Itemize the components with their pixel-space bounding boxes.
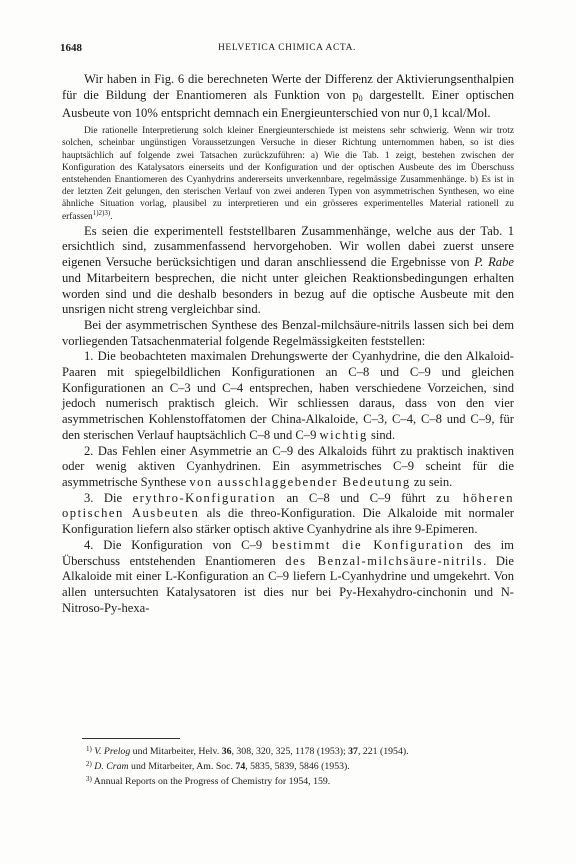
item4-text-a: 4. Die Konfiguration von C–9 bbox=[84, 537, 272, 552]
footnote-number: 2) bbox=[86, 760, 92, 768]
results-paragraph bbox=[62, 224, 514, 318]
intro-subscript: 0 bbox=[358, 93, 363, 103]
page-number: 1648 bbox=[60, 42, 82, 54]
intro-text-b: dargestellt. Einer optischen Ausbeute von 10% entspricht demnach ein Energieunterschied von nur 0,1 kcal/Mol. bbox=[62, 87, 515, 121]
footnote-text: , 5835, 5839, 5846 (1953). bbox=[245, 761, 350, 772]
footnote-3 bbox=[62, 773, 514, 788]
item3-emphasis-2: zu höheren optischen Ausbeuten bbox=[62, 490, 514, 521]
item3-emphasis-1: erythro-Konfiguration bbox=[132, 490, 276, 505]
item3-text-c: als die threo-Konfiguration. Die Alkaloide mit normaler Konfiguration liefern also stärker optisch aktive Cyanhydrine als ihre 9-Epimeren. bbox=[62, 506, 514, 537]
item2-emphasis: von ausschlaggebender Bedeutung bbox=[189, 474, 411, 489]
small-print-text: Die rationelle Interpretierung solch kleiner Energieunterschiede ist meistens sehr schwierig. Wenn wir trotz solchen, scheinbar ungünstigen Voraussetzungen Versuche in dieser Richtung unternommen haben, so ist dies hauptsächlich auf folgende zwei Tatsachen zurückzuführen: a) Wie die Tab. 1 zeigt, bestehen zwischen der Konfiguration des Katalysators einerseits und der Konfiguration und der optischen Ausbeute des im Überschuss entstehenden Enantiomeren des Cyanhydrins andererseits unverkennbare, regelmässige Zusammenhänge. b) Es ist in der letzten Zeit gelungen, den sterischen Verlauf von zwei anderen Typen von asymmetrischen Synthesen, wo eine ähnliche Situation vorlag, plausibel zu interpretieren und ein grösseres experimentelles Material rationell zu erfassen bbox=[62, 126, 514, 222]
intro-text-a: Wir haben in Fig. 6 die berechneten Werte der Differenz der Aktivierungsenthalpien für die Bildung der Enantiomeren als Funktion von p bbox=[62, 72, 514, 102]
item1-emphasis: wichtig bbox=[319, 427, 368, 442]
footnotes bbox=[62, 738, 514, 788]
small-print-end: . bbox=[110, 211, 113, 222]
footnote-2 bbox=[62, 758, 514, 773]
footnote-volume: 74 bbox=[235, 761, 246, 772]
regularities-intro: Bei der asymmetrischen Synthese des Benzal-milchsäure-nitrils lassen sich bei dem vorliegenden Tatsachenmaterial folgende Regelmässigkeiten feststellen: bbox=[62, 317, 514, 348]
item1-text-b: sind. bbox=[367, 427, 396, 442]
footnote-number: 1) bbox=[86, 745, 92, 753]
footnote-author: D. Cram bbox=[94, 761, 129, 772]
footnote-text: Annual Reports on the Progress of Chemistry for 1954, 159. bbox=[93, 776, 331, 787]
item1-text-a: 1. Die beobachteten maximalen Drehungswerte der Cyanhydrine, die den Alkaloid-Paaren mit spiegelbildlichen Konfigurationen an C–8 und C–9 und gleichen Konfigurationen an C–3 und C–4 entsprechen, haben verschiedene Vorzeichen, sind jedoch numerisch praktisch gleich. Wir schliessen daraus, dass von den vier asymmetrischen Kohlenstoffatomen der China-Alkaloide, C–3, C–4, C–8 und C–9, für den sterischen Verlauf hauptsächlich C–8 und C–9 bbox=[62, 349, 514, 442]
list-item-1 bbox=[62, 349, 514, 443]
author-name-rabe: P. Rabe bbox=[474, 255, 514, 270]
footnote-1 bbox=[62, 743, 514, 758]
running-header bbox=[60, 42, 514, 58]
small-print-paragraph bbox=[62, 125, 514, 223]
journal-title: HELVETICA CHIMICA ACTA. bbox=[217, 43, 357, 53]
item4-text-b: des im Überschuss entstehenden Enantiomeren bbox=[62, 537, 514, 568]
list-item-3 bbox=[62, 491, 514, 538]
item3-text-b: an C–8 und C–9 führt bbox=[276, 490, 437, 505]
footnote-divider bbox=[82, 738, 180, 739]
item4-emphasis-2: des Benzal-milchsäure-nitrils bbox=[285, 553, 484, 568]
small-print-refs: 1)2)3) bbox=[92, 208, 111, 217]
body-text bbox=[62, 72, 514, 616]
footnote-text: , 308, 320, 325, 1178 (1953); bbox=[231, 746, 349, 757]
footnote-volume: 36 bbox=[221, 746, 232, 757]
footnote-number: 3) bbox=[86, 775, 92, 783]
item2-text-b: zu sein. bbox=[410, 474, 453, 489]
footnote-text: und Mitarbeiter, Helv. bbox=[130, 746, 222, 757]
footnote-text: , 221 (1954). bbox=[357, 746, 409, 757]
footnote-text: und Mitarbeiter, Am. Soc. bbox=[128, 761, 236, 772]
item2-text-a: 2. Das Fehlen einer Asymmetrie an C–9 des Alkaloids führt zu praktisch inaktiven oder wenig aktiven Cyanhydrinen. Ein asymmetrisches C–9 scheint für die asymmetrische Synthese bbox=[62, 443, 514, 489]
item3-text-a: 3. Die bbox=[84, 490, 133, 505]
footnote-volume: 37 bbox=[348, 746, 358, 757]
list-item-4 bbox=[62, 538, 514, 617]
item4-text-c: . Die Alkaloide mit einer L-Konfiguration an C–9 liefern L-Cyanhydrine und umgekehrt. Von allen untersuchten Katalysatoren ist dies nur bei Py-Hexahydro-cinchonin und N-Nitroso-Py-hexa- bbox=[62, 553, 514, 615]
results-text-b: und Mitarbeitern besprechen, die nicht unter gleichen Reaktionsbedingungen erhalten worden sind und die deshalb besonders in bezug auf die optische Ausbeute mit den unsrigen nicht streng vergleichbar sind. bbox=[62, 270, 514, 317]
item4-emphasis-1: bestimmt die Konfiguration bbox=[271, 537, 465, 552]
footnote-author: V. Prelog bbox=[94, 746, 131, 757]
results-text-a: Es seien die experimentell feststellbaren Zusammenhänge, welche aus der Tab. 1 ersichtlich sind, zusammenfassend hervorgehoben. Wir wollen dabei zuerst unsere eigenen Versuche berücksichtigen und daran anschliessend die Ergebnisse von bbox=[62, 223, 514, 270]
intro-paragraph bbox=[62, 72, 514, 122]
list-item-2 bbox=[62, 444, 514, 491]
